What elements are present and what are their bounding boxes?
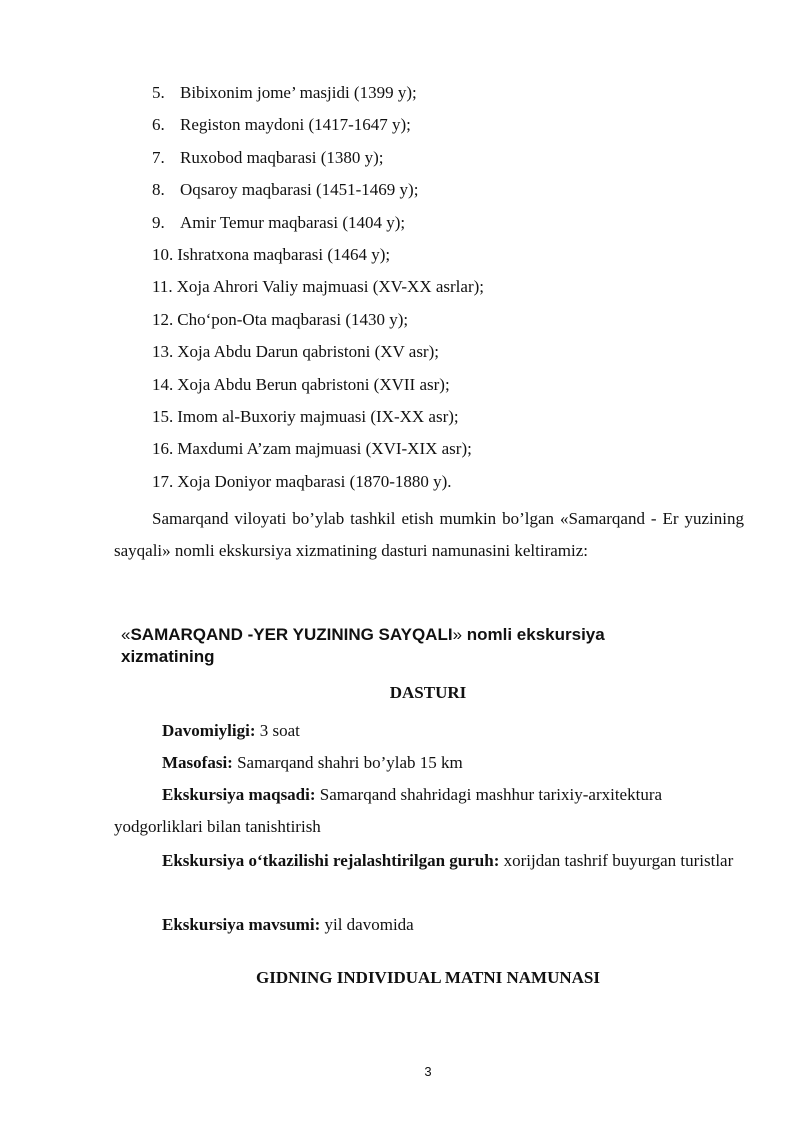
intro-paragraph: Samarqand viloyati bo’ylab tashkil etish mumkin bo’lgan «Samarqand - Er yuzining sayqali» nomli ekskursiya xizmatining dasturi namunasini keltiramiz: xyxy=(114,509,744,560)
duration-field xyxy=(114,715,754,747)
list-text: Ruxobod maqbarasi (1380 y); xyxy=(180,147,384,167)
group-field xyxy=(114,845,754,877)
list-number: 9. xyxy=(152,212,165,232)
page-number: 3 xyxy=(424,1064,432,1079)
list-text: Xoja Ahrori Valiy majmuasi (XV-XX asrlar); xyxy=(176,277,484,297)
list-number: 6. xyxy=(152,115,165,135)
distance-label: Masofasi: xyxy=(162,753,233,772)
list-item xyxy=(152,115,484,147)
list-item xyxy=(152,245,484,277)
list-number: 5. xyxy=(152,83,165,102)
list-text: Oqsaroy maqbarasi (1451-1469 y); xyxy=(180,180,419,200)
duration-label: Davomiyligi: xyxy=(162,721,256,740)
goal-label: Ekskursiya maqsadi: xyxy=(162,785,316,804)
goal-value: Samarqand shahridagi mashhur tarixiy-arxitektura yodgorliklari bilan tanishtirish xyxy=(114,785,663,836)
list-text: Xoja Abdu Darun qabristoni (XV asr); xyxy=(177,342,439,362)
dasturi-heading: DASTURI xyxy=(389,683,467,702)
list-item xyxy=(152,407,484,439)
distance-field xyxy=(114,747,754,779)
open-quote: « xyxy=(121,625,131,644)
list-text: Imom al-Buxoriy majmuasi (IX-XX asr); xyxy=(177,406,459,426)
list-text: Ishratxona maqbarasi (1464 y); xyxy=(177,244,391,264)
list-item xyxy=(152,439,484,471)
list-number: 16. xyxy=(152,439,174,459)
list-text: Xoja Doniyor maqbarasi (1870-1880 y). xyxy=(177,471,452,491)
close-quote: » xyxy=(452,625,463,644)
list-text: Xoja Abdu Berun qabristoni (XVII asr); xyxy=(177,374,450,394)
list-number: 11. xyxy=(152,277,173,297)
monument-list xyxy=(152,83,484,504)
list-item xyxy=(152,148,484,180)
list-item xyxy=(152,213,484,245)
program-title-rest: nomli ekskursiya xizmatining xyxy=(121,625,605,666)
list-item xyxy=(152,310,484,342)
list-item xyxy=(152,342,484,374)
list-number: 17. xyxy=(152,471,174,491)
list-item xyxy=(152,375,484,407)
program-title xyxy=(121,624,681,668)
list-number: 8. xyxy=(152,180,165,200)
group-value: xorijdan tashrif buyurgan turistlar xyxy=(499,851,734,870)
list-text: Bibixonim jome’ masjidi (1399 y); xyxy=(180,83,417,102)
season-value: yil davomida xyxy=(320,915,414,934)
list-item xyxy=(152,180,484,212)
duration-value: 3 soat xyxy=(255,721,300,740)
program-name: SAMARQAND -YER YUZINING SAYQALI xyxy=(130,625,453,644)
group-label: Ekskursiya o‘tkazilishi rejalashtirilgan guruh: xyxy=(162,851,500,870)
list-number: 10. xyxy=(152,244,174,264)
list-number: 13. xyxy=(152,342,174,362)
list-number: 7. xyxy=(152,147,165,167)
list-item xyxy=(152,277,484,309)
list-number: 15. xyxy=(152,406,174,426)
list-number: 12. xyxy=(152,309,174,329)
list-item xyxy=(152,472,484,504)
list-text: Cho‘pon-Ota maqbarasi (1430 y); xyxy=(177,309,409,329)
guide-text-heading: GIDNING INDIVIDUAL MATNI NAMUNASI xyxy=(256,968,600,987)
goal-field xyxy=(114,779,754,843)
list-text: Registon maydoni (1417-1647 y); xyxy=(180,115,411,135)
list-text: Amir Temur maqbarasi (1404 y); xyxy=(180,212,406,232)
distance-value: Samarqand shahri bo’ylab 15 km xyxy=(232,753,463,772)
list-item xyxy=(152,83,484,115)
list-text: Maxdumi A’zam majmuasi (XVI-XIX asr); xyxy=(177,439,472,459)
season-label: Ekskursiya mavsumi: xyxy=(162,915,321,934)
list-number: 14. xyxy=(152,374,174,394)
season-field xyxy=(114,909,754,941)
